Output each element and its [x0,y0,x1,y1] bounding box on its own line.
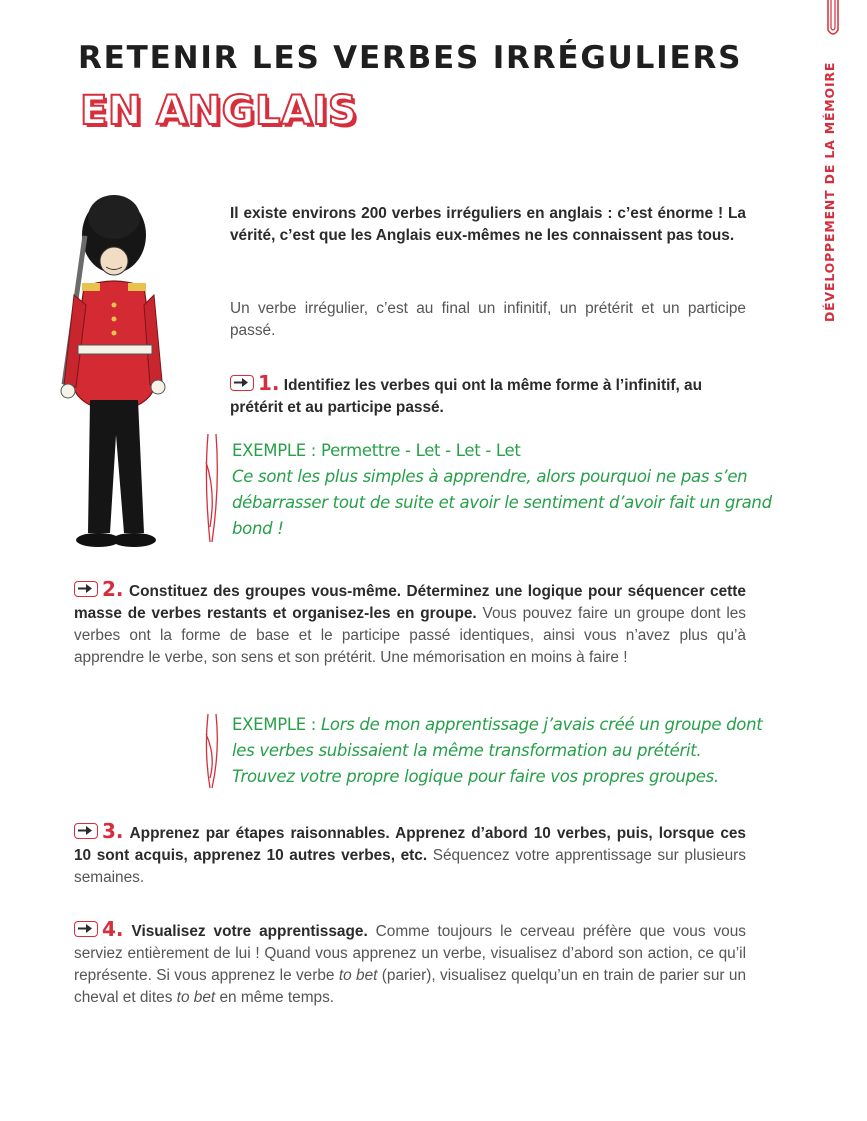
arrow-right-icon [230,375,254,391]
step-1 [230,372,746,419]
step-2 [74,578,746,669]
royal-guard-illustration [46,195,171,555]
intro-paragraph: Il existe environs 200 verbes irréguliers en anglais : c’est énorme ! La vérité, c’est que les Anglais eux-mêmes ne les connaissent pas tous. [230,205,746,244]
example-1-line-2: débarrasser tout de suite et avoir le sentiment d’avoir fait un grand [232,493,772,512]
step-2-number: 2. [102,577,124,601]
bracket-scribble-icon [200,712,224,790]
page-title: RETENIR LES VERBES IRRÉGULIERS [78,40,743,76]
step-3-text: Séquencez votre apprentissage sur plusieurs semaines. [74,847,746,886]
step-4-italic-a: to bet [338,967,378,984]
example-1 [232,438,772,542]
page-subtitle: EN ANGLAIS [80,88,358,134]
step-3-bold-text: Apprenez par étapes raisonnables. Apprenez d’abord 10 verbes, puis, lorsque ces 10 sont acquis, apprenez 10 autres verbes, etc. [74,825,746,864]
side-tab-lines-icon [822,0,844,40]
step-4-text-a: Comme toujours le cerveau préfère que vous vous serviez entièrement de lui ! Quand vous apprenez un verbe, visualisez d’abord son action, ce qu’il représente. Si vous apprenez le verbe [74,923,746,984]
example-2-line-2: les verbes subissaient la même transformation au prétérit. [232,741,702,760]
arrow-right-icon [74,823,98,839]
example-2 [232,712,763,790]
step-4-number: 4. [102,917,124,941]
step-4-text-c: en même temps. [215,989,335,1006]
step-3 [74,820,746,889]
example-2-label: EXEMPLE : [232,715,317,734]
bracket-scribble-icon [200,432,224,544]
example-1-line-1: Ce sont les plus simples à apprendre, alors pourquoi ne pas s’en [232,467,748,486]
step-4 [74,918,746,1009]
step-2-bold-text: Constituez des groupes vous-même. Déterminez une logique pour séquencer cette masse de verbes restants et organisez-les en groupe. [74,583,746,622]
example-1-label: EXEMPLE : Permettre - Let - Let - Let [232,441,521,460]
definition-paragraph: Un verbe irrégulier, c’est au final un infinitif, un prétérit et un participe passé. [230,300,746,339]
example-2-line-3: Trouvez votre propre logique pour faire vos propres groupes. [232,767,719,786]
step-2-text: Vous pouvez faire un groupe dont les verbes ont la forme de base et le participe passé identiques, ainsi vous n’avez plus qu’à apprendre le verbe, son sens et son prétérit. Une mémorisation en moins à faire ! [74,605,747,666]
example-1-line-3: bond ! [232,519,284,538]
arrow-right-icon [74,581,98,597]
step-4-text-b: (parier), visualisez quelqu’un en train de parier sur un cheval et dites [74,967,746,1006]
section-side-label: DÉVELOPPEMENT DE LA MÉMOIRE [822,61,837,322]
section-side-label-wrap [822,44,846,322]
step-1-number: 1. [258,371,280,395]
step-3-number: 3. [102,819,124,843]
step-1-bold-text: Identifiez les verbes qui ont la même forme à l’infinitif, au prétérit et au participe passé. [230,377,702,416]
arrow-right-icon [74,921,98,937]
step-4-bold-text: Visualisez votre apprentissage. [131,923,368,940]
step-4-italic-b: to bet [176,989,216,1006]
example-2-line-1: Lors de mon apprentissage j’avais créé un groupe dont [316,715,763,734]
